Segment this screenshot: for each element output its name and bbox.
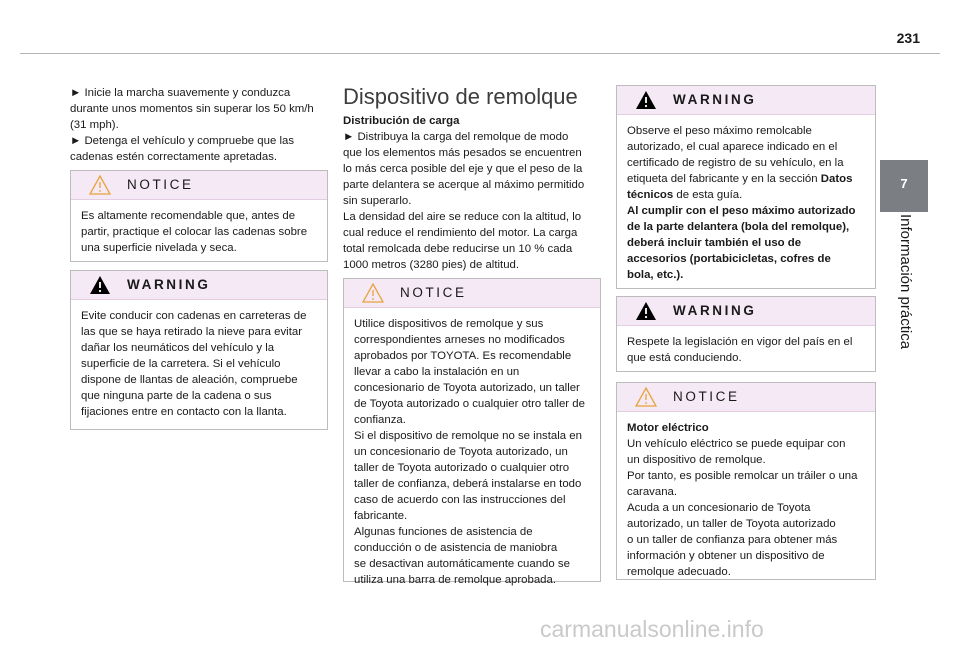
notice-triangle-icon [362, 283, 384, 303]
warning-header [617, 297, 875, 326]
intro-paragraph-2: ► Detenga el vehículo y compruebe que las cadenas estén correctamente apretadas. [70, 135, 295, 163]
notice-text: Un vehículo eléctrico se puede equipar con un dispositivo de remolque. Por tanto, es posible remolcar un tráiler o una caravana. Acuda a un concesionario de Toyota autorizado, un taller de Toyota autorizado o un taller de confianza para obtener más información y obtener un dispositivo de remolque adecuado. [627, 438, 858, 578]
notice-title: NOTICE [673, 389, 740, 404]
chapter-label-wrap [880, 214, 928, 374]
page-number: 231 [896, 30, 920, 46]
notice-triangle-icon [635, 387, 657, 407]
warning-title: WARNING [127, 277, 211, 292]
middle-text [343, 113, 605, 273]
warning-text: Respete la legislación en vigor del país en el que está conduciendo. [627, 336, 853, 364]
notice-triangle-icon [89, 175, 111, 195]
notice-text: Es altamente recomendable que, antes de partir, practique el colocar las cadenas sobre una superficie nivelada y seca. [81, 210, 308, 254]
left-intro [70, 85, 330, 165]
warning-header [71, 271, 327, 300]
warning-title: WARNING [673, 303, 757, 318]
warning-text: Observe el peso máximo remolcable autorizado, el cual aparece indicado en el certificado de registro de su vehículo, en la etiqueta del fabricante y en la sección Datos técnicos de esta guía. Al cumplir con el peso máximo autorizado de la parte delantera (bola del remolque), deberá incluir también el uso de accesorios (portabicicletas, cofres de bola, etc.). [627, 125, 856, 281]
warning-triangle-icon [89, 275, 111, 295]
section-heading: Dispositivo de remolque [343, 84, 578, 109]
warning-header [617, 86, 875, 115]
watermark: carmanualsonline.info [540, 616, 764, 642]
warning-text: Evite conducir con cadenas en carreteras de las que se haya retirado la nieve para evitar dañar los neumáticos del vehículo y la superficie de la carretera. Si el vehículo dispone de llantas de aleación, compruebe que ninguna parte de la cadena o sus fijaciones entre en contacto con la llanta. [81, 310, 307, 418]
warning-title: WARNING [673, 92, 757, 107]
notice-box-right [616, 382, 876, 580]
chapter-number: 7 [900, 176, 908, 191]
header-rule [20, 53, 940, 54]
notice-header [71, 171, 327, 200]
chapter-tab[interactable] [880, 160, 928, 212]
intro-paragraph-1: ► Inicie la marcha suavemente y conduzca durante unos momentos sin superar los 50 km/h (31 mph). [70, 87, 314, 131]
notice-header [617, 383, 875, 412]
notice-box-middle [343, 278, 601, 586]
warning-box-left [70, 270, 328, 430]
notice-text: Utilice dispositivos de remolque y sus correspondientes arneses no modificados aprobados por TOYOTA. Es recomendable llevar a cabo la instalación en un concesionario de Toyota autorizado, un taller de Toyota autorizado o cualquier otro taller de confianza. Si el dispositivo de remolque no se instala en un concesionario de Toyota autorizado, un taller de Toyota autorizado o cualquier otro taller de confianza, deberá instalarse en todo caso de acuerdo con las instrucciones del fabricante. Algunas funciones de asistencia de conducción o de asistencia de maniobra se desactivan automáticamente cuando se utiliza una barra de remolque aprobada. [354, 318, 585, 586]
load-subheading: Distribución de carga [343, 115, 460, 127]
warning-triangle-icon [635, 90, 657, 110]
warning-box-right-2 [616, 296, 876, 372]
warning-triangle-icon [635, 301, 657, 321]
warning-box-right-1 [616, 85, 876, 289]
notice-title: NOTICE [127, 177, 194, 192]
notice-title: NOTICE [400, 285, 467, 300]
notice-subtitle: Motor eléctrico [627, 422, 709, 434]
chapter-label: Información práctica [897, 214, 914, 350]
notice-header [344, 279, 600, 308]
notice-box-left [70, 170, 328, 262]
load-text: ► Distribuya la carga del remolque de modo que los elementos más pesados se encuentren lo más cerca posible del eje y que el peso de la parte delantera se acerque al máximo permitido sin superarlo. La densidad del aire se reduce con la altitud, lo cual reduce el rendimiento del motor. La carga total remolcada debe reducirse un 10 % cada 1000 metros (3280 pies) de altitud. [343, 131, 585, 271]
